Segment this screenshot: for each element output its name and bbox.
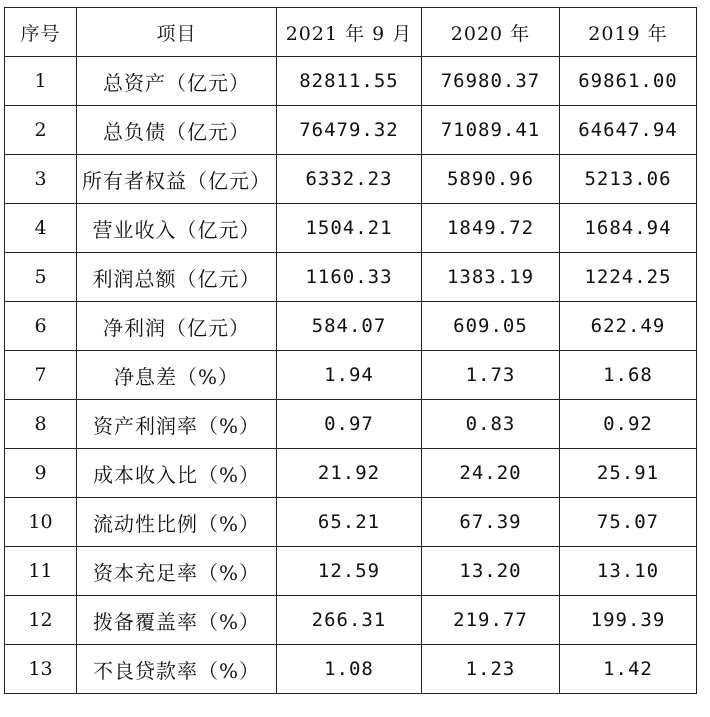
cell-value-2020: 67.39 <box>422 498 560 547</box>
cell-item: 成本收入比（%） <box>77 449 277 498</box>
cell-value-2021-sep: 266.31 <box>277 596 422 645</box>
cell-value-2020: 0.83 <box>422 400 560 449</box>
cell-value-2019: 0.92 <box>560 400 697 449</box>
table-row <box>5 351 697 400</box>
cell-serial-number: 6 <box>5 302 77 351</box>
table-row <box>5 449 697 498</box>
cell-value-2019: 1224.25 <box>560 253 697 302</box>
header-2021-sep: 2021 年 9 月 <box>277 8 422 57</box>
cell-serial-number: 13 <box>5 645 77 694</box>
cell-item: 总负债（亿元） <box>77 106 277 155</box>
cell-value-2021-sep: 584.07 <box>277 302 422 351</box>
table-row <box>5 204 697 253</box>
cell-item: 不良贷款率（%） <box>77 645 277 694</box>
cell-serial-number: 11 <box>5 547 77 596</box>
table-row <box>5 645 697 694</box>
cell-item: 所有者权益（亿元） <box>77 155 277 204</box>
cell-value-2021-sep: 1504.21 <box>277 204 422 253</box>
cell-serial-number: 4 <box>5 204 77 253</box>
cell-value-2021-sep: 6332.23 <box>277 155 422 204</box>
cell-value-2020: 76980.37 <box>422 57 560 106</box>
cell-value-2021-sep: 0.97 <box>277 400 422 449</box>
cell-value-2021-sep: 1.08 <box>277 645 422 694</box>
cell-value-2020: 1383.19 <box>422 253 560 302</box>
cell-item: 拨备覆盖率（%） <box>77 596 277 645</box>
cell-value-2020: 1.23 <box>422 645 560 694</box>
table-row <box>5 57 697 106</box>
cell-value-2019: 69861.00 <box>560 57 697 106</box>
cell-serial-number: 1 <box>5 57 77 106</box>
header-serial-number: 序号 <box>5 8 77 57</box>
cell-value-2019: 25.91 <box>560 449 697 498</box>
cell-value-2020: 13.20 <box>422 547 560 596</box>
table-row <box>5 400 697 449</box>
cell-value-2021-sep: 12.59 <box>277 547 422 596</box>
cell-serial-number: 3 <box>5 155 77 204</box>
cell-item: 资本充足率（%） <box>77 547 277 596</box>
cell-value-2020: 5890.96 <box>422 155 560 204</box>
cell-item: 净利润（亿元） <box>77 302 277 351</box>
table-row <box>5 302 697 351</box>
table-row <box>5 106 697 155</box>
cell-value-2020: 219.77 <box>422 596 560 645</box>
header-item: 项目 <box>77 8 277 57</box>
cell-value-2020: 609.05 <box>422 302 560 351</box>
cell-value-2019: 1.68 <box>560 351 697 400</box>
cell-value-2019: 1684.94 <box>560 204 697 253</box>
cell-value-2021-sep: 1.94 <box>277 351 422 400</box>
table-row <box>5 547 697 596</box>
cell-value-2020: 24.20 <box>422 449 560 498</box>
cell-value-2019: 622.49 <box>560 302 697 351</box>
cell-value-2021-sep: 82811.55 <box>277 57 422 106</box>
cell-value-2020: 1.73 <box>422 351 560 400</box>
table-row <box>5 596 697 645</box>
cell-item: 流动性比例（%） <box>77 498 277 547</box>
cell-item: 资产利润率（%） <box>77 400 277 449</box>
cell-item: 净息差（%） <box>77 351 277 400</box>
table-row <box>5 155 697 204</box>
cell-item: 总资产（亿元） <box>77 57 277 106</box>
cell-serial-number: 2 <box>5 106 77 155</box>
cell-item: 利润总额（亿元） <box>77 253 277 302</box>
cell-value-2020: 71089.41 <box>422 106 560 155</box>
cell-value-2019: 13.10 <box>560 547 697 596</box>
cell-serial-number: 5 <box>5 253 77 302</box>
cell-value-2021-sep: 21.92 <box>277 449 422 498</box>
cell-serial-number: 8 <box>5 400 77 449</box>
cell-value-2020: 1849.72 <box>422 204 560 253</box>
header-2019: 2019 年 <box>560 8 697 57</box>
cell-serial-number: 7 <box>5 351 77 400</box>
financial-indicators-table <box>4 7 697 694</box>
table-header-row <box>5 8 697 57</box>
cell-value-2021-sep: 76479.32 <box>277 106 422 155</box>
cell-value-2019: 199.39 <box>560 596 697 645</box>
cell-value-2021-sep: 1160.33 <box>277 253 422 302</box>
cell-serial-number: 12 <box>5 596 77 645</box>
table-row <box>5 498 697 547</box>
cell-value-2019: 75.07 <box>560 498 697 547</box>
cell-item: 营业收入（亿元） <box>77 204 277 253</box>
cell-serial-number: 10 <box>5 498 77 547</box>
cell-value-2021-sep: 65.21 <box>277 498 422 547</box>
cell-value-2019: 5213.06 <box>560 155 697 204</box>
table-row <box>5 253 697 302</box>
cell-value-2019: 1.42 <box>560 645 697 694</box>
table-body <box>5 57 697 694</box>
header-2020: 2020 年 <box>422 8 560 57</box>
cell-value-2019: 64647.94 <box>560 106 697 155</box>
cell-serial-number: 9 <box>5 449 77 498</box>
